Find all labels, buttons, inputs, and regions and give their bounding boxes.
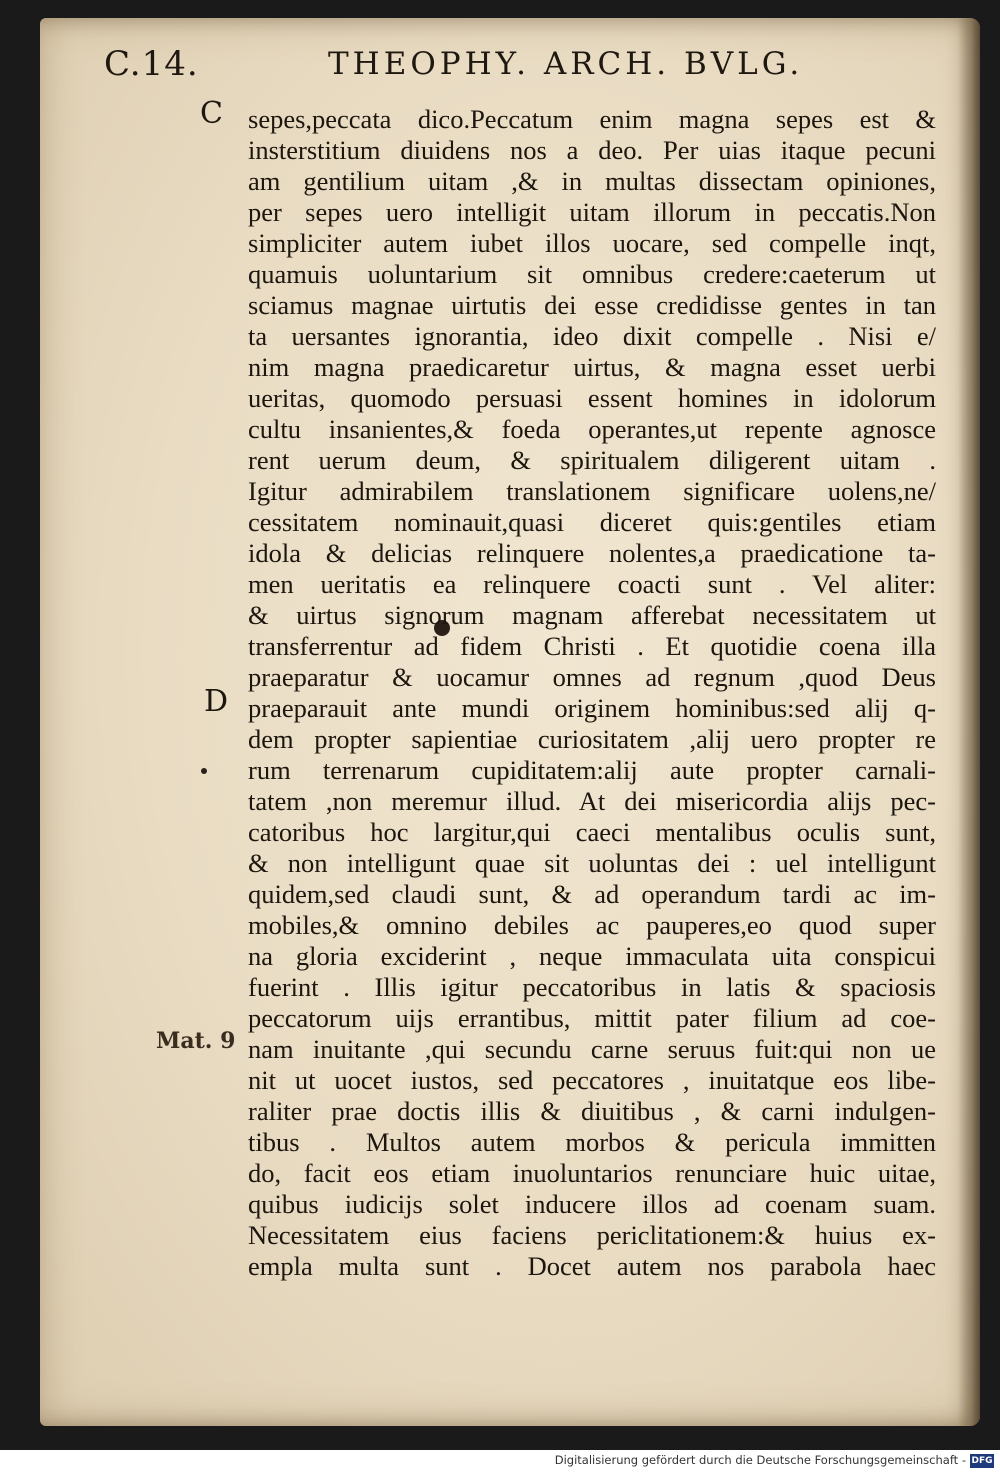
text-line: nam inuitante ,qui secundu carne seruus fuit:qui non ue xyxy=(248,1034,936,1064)
text-line: fuerint . Illis igitur peccatoribus in latis & spaciosis xyxy=(248,972,936,1002)
text-line: per sepes uero intelligit uitam illorum in peccatis.Non xyxy=(248,197,936,227)
margin-dot xyxy=(201,768,207,774)
text-line: ta uersantes ignorantia, ideo dixit compelle . Nisi e/ xyxy=(248,321,936,351)
margin-letter-c: C xyxy=(200,96,223,131)
text-line: men ueritatis ea relinquere coacti sunt . Vel aliter: xyxy=(248,569,936,599)
digitization-footer xyxy=(0,1450,1000,1474)
text-line: tibus . Multos autem morbos & pericula immitten xyxy=(248,1127,936,1157)
funding-credit: Digitalisierung gefördert durch die Deutsche Forschungsgemeinschaft - xyxy=(554,1453,966,1467)
text-line: dem propter sapientiae curiositatem ,alij uero propter re xyxy=(248,724,936,754)
text-line: ueritas, quomodo persuasi essent homines in idolorum xyxy=(248,383,936,413)
text-line: quamuis uoluntarium sit omnibus credere:caeterum ut xyxy=(248,259,936,289)
text-line: idola & delicias relinquere nolentes,a praedicatione ta- xyxy=(248,538,936,568)
text-line: Igitur admirabilem translationem significare uolens,ne/ xyxy=(248,476,936,506)
text-line: na gloria exciderint , neque immaculata uita conspicui xyxy=(248,941,936,971)
text-line: insterstitium diuidens nos a deo. Per uias itaque pecuni xyxy=(248,135,936,165)
text-line: raliter prae doctis illis & diuitibus , & carni indulgen- xyxy=(248,1096,936,1126)
text-line: do, facit eos etiam inuoluntarios renunciare huic uitae, xyxy=(248,1158,936,1188)
text-line: praeparauit ante mundi originem hominibus:sed alij q- xyxy=(248,693,936,723)
text-line: transferrentur ad fidem Christi . Et quotidie coena illa xyxy=(248,631,936,661)
body-text xyxy=(248,104,936,1282)
text-line: & uirtus signorum magnam afferebat necessitatem ut xyxy=(248,600,936,630)
folio-signature: C.14. xyxy=(104,44,199,84)
text-line: sepes,peccata dico.Peccatum enim magna sepes est & xyxy=(248,104,936,134)
text-line: peccatorum uijs errantibus, mittit pater filium ad coe- xyxy=(248,1003,936,1033)
text-line: nim magna praedicaretur uirtus, & magna esset uerbi xyxy=(248,352,936,382)
text-line: quibus iudicijs solet inducere illos ad coenam suam. xyxy=(248,1189,936,1219)
text-line: & non intelligunt quae sit uoluntas dei : uel intelligunt xyxy=(248,848,936,878)
text-line: Necessitatem eius faciens periclitationem:& huius ex- xyxy=(248,1220,936,1250)
text-line: catoribus hoc largitur,qui caeci mentalibus oculis sunt, xyxy=(248,817,936,847)
text-line: cultu insanientes,& foeda operantes,ut repente agnosce xyxy=(248,414,936,444)
text-line: simpliciter autem iubet illos uocare, sed compelle inqt, xyxy=(248,228,936,258)
text-line: nit ut uocet iustos, sed peccatores , inuitatque eos libe- xyxy=(248,1065,936,1095)
text-line: cessitatem nominauit,quasi diceret quis:gentiles etiam xyxy=(248,507,936,537)
text-line: quidem,sed claudi sunt, & ad operandum tardi ac im- xyxy=(248,879,936,909)
text-line: sciamus magnae uirtutis dei esse credidisse gentes in tan xyxy=(248,290,936,320)
page-header xyxy=(104,44,824,84)
text-line: rent uerum deum, & spiritualem diligerent uitam . xyxy=(248,445,936,475)
text-line: am gentilium uitam ,& in multas dissectam opiniones, xyxy=(248,166,936,196)
text-line: rum terrenarum cupiditatem:alij aute propter carnali- xyxy=(248,755,936,785)
margin-letter-d: D xyxy=(204,684,229,719)
text-line: mobiles,& omnino debiles ac pauperes,eo quod super xyxy=(248,910,936,940)
page-spine-shadow xyxy=(958,18,980,1426)
dfg-logo-icon: DFG xyxy=(971,1456,993,1466)
margin-note-mat: Mat. 9 xyxy=(156,1028,236,1054)
running-title: THEOPHY. ARCH. BVLG. xyxy=(328,46,804,82)
text-line: tatem ,non meremur illud. At dei misericordia alijs pec- xyxy=(248,786,936,816)
text-line: empla multa sunt . Docet autem nos parabola haec xyxy=(248,1251,936,1281)
text-line: praeparatur & uocamur omnes ad regnum ,quod Deus xyxy=(248,662,936,692)
